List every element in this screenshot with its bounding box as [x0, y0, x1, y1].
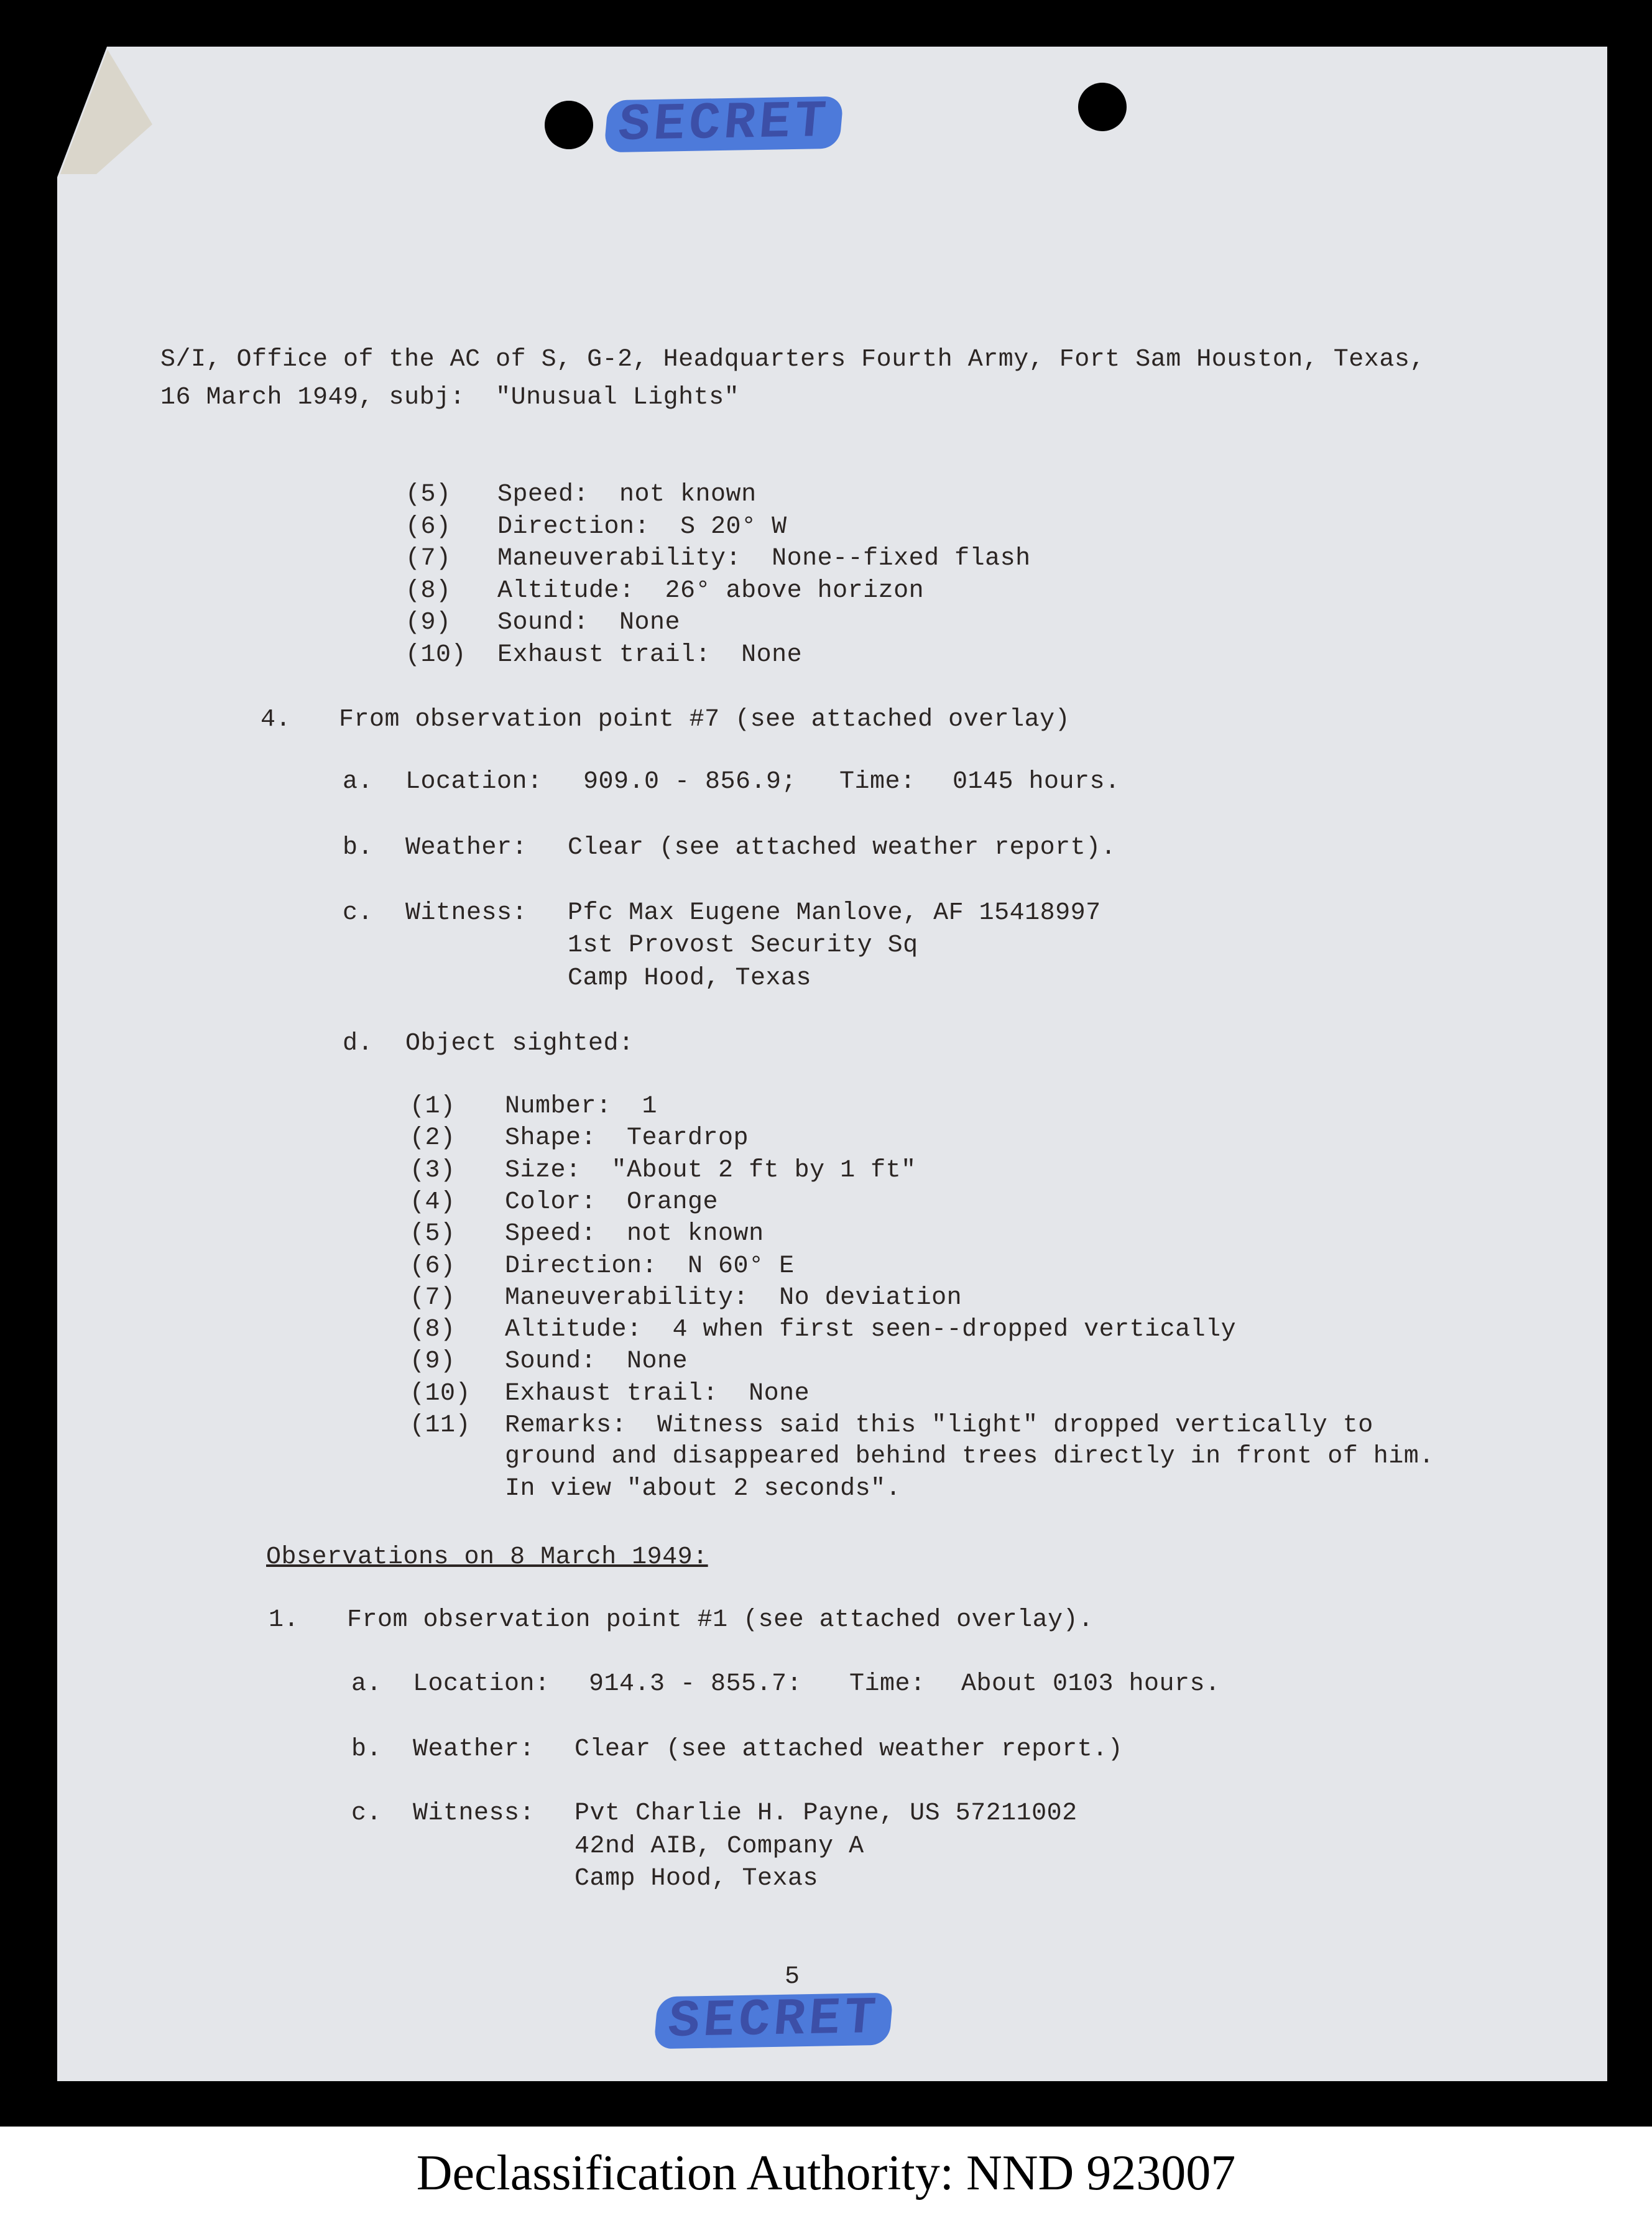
secret-stamp-bottom: SECRET [653, 1993, 893, 2049]
list-item-number: (8) [405, 576, 451, 605]
obs-1-number: 1. [269, 1606, 300, 1634]
punch-hole-right [1078, 83, 1127, 131]
list-item-text: Maneuverability: None--fixed flash [497, 545, 1031, 573]
s4-a-letter: a. [343, 768, 374, 796]
list-item-number: (7) [410, 1283, 456, 1312]
list-item-number: (3) [410, 1156, 456, 1185]
obs-c-letter: c. [351, 1799, 382, 1827]
list-item-number: (1) [410, 1092, 456, 1120]
list-item-text: Direction: N 60° E [505, 1252, 795, 1280]
list-item-number: (9) [410, 1347, 456, 1376]
list-item-number: (7) [405, 545, 451, 573]
list-item-number: (6) [405, 512, 451, 541]
remarks-line-2: ground and disappeared behind trees directly in front of him. [505, 1443, 1434, 1471]
list-item-number: (10) [410, 1379, 471, 1408]
list-item-text: Shape: Teardrop [505, 1124, 749, 1153]
obs-1-title: From observation point #1 (see attached overlay). [347, 1606, 1094, 1634]
list-item-text: Size: "About 2 ft by 1 ft" [505, 1156, 916, 1185]
page-number: 5 [785, 1963, 800, 1991]
obs-b-letter: b. [351, 1735, 382, 1763]
secret-stamp-top: SECRET [604, 96, 844, 153]
list-item-text: Exhaust trail: None [505, 1379, 810, 1408]
list-item-number: (4) [410, 1188, 456, 1216]
punch-hole-left [545, 101, 593, 149]
list-item-number: (5) [405, 481, 451, 509]
obs-a-letter: a. [351, 1670, 382, 1698]
s4-weather-label: Weather: [405, 834, 528, 862]
list-item-text: Altitude: 26° above horizon [497, 576, 925, 605]
s4-location-value: 909.0 - 856.9; [583, 768, 797, 796]
obs-time-value: About 0103 hours. [961, 1670, 1221, 1698]
obs-weather-label: Weather: [413, 1735, 535, 1763]
list-item-text: Direction: S 20° W [497, 512, 787, 541]
s4-witness-line-3: Camp Hood, Texas [568, 964, 812, 992]
list-item-number: (5) [410, 1220, 456, 1249]
obs-witness-line-3: Camp Hood, Texas [575, 1865, 819, 1893]
observations-heading: Observations on 8 March 1949: [266, 1543, 708, 1571]
list-item-number: (10) [405, 640, 467, 669]
remarks-line-3: In view "about 2 seconds". [505, 1475, 902, 1503]
s4-witness-line-2: 1st Provost Security Sq [568, 931, 918, 959]
s4-b-letter: b. [343, 834, 374, 862]
s4-time-label: Time: [839, 768, 916, 796]
list-item-text: Remarks: Witness said this "light" dropped vertically to [505, 1411, 1373, 1439]
section-4-title: From observation point #7 (see attached overlay) [339, 706, 1071, 734]
s4-witness-label: Witness: [405, 899, 528, 927]
list-item-number: (2) [410, 1124, 456, 1153]
list-item-number: (9) [405, 609, 451, 637]
s4-location-label: Location: [405, 768, 543, 796]
s4-d-letter: d. [343, 1030, 374, 1058]
s4-c-letter: c. [343, 899, 374, 927]
list-item-text: Number: 1 [505, 1092, 658, 1120]
obs-witness-line-2: 42nd AIB, Company A [575, 1832, 864, 1860]
list-item-number: (6) [410, 1252, 456, 1280]
list-item-text: Maneuverability: No deviation [505, 1283, 962, 1312]
list-item-text: Sound: None [497, 609, 681, 637]
obs-time-label: Time: [849, 1670, 926, 1698]
list-item-text: Color: Orange [505, 1188, 719, 1216]
obs-location-value: 914.3 - 855.7: [589, 1670, 803, 1698]
header-line-1: S/I, Office of the AC of S, G-2, Headquarters Fourth Army, Fort Sam Houston, Texas, [160, 346, 1425, 374]
section-4-number: 4. [261, 706, 292, 734]
obs-location-label: Location: [413, 1670, 550, 1698]
declassification-footer: Declassification Authority: NND 923007 [0, 2142, 1652, 2204]
header-line-2: 16 March 1949, subj: "Unusual Lights" [160, 384, 740, 412]
s4-object-sighted-label: Object sighted: [405, 1030, 634, 1058]
list-item-number: (8) [410, 1316, 456, 1344]
list-item-number: (11) [410, 1411, 471, 1439]
list-item-text: Altitude: 4 when first seen--dropped vertically [505, 1316, 1237, 1344]
list-item-text: Exhaust trail: None [497, 640, 803, 669]
list-item-text: Speed: not known [497, 481, 757, 509]
obs-witness-line-1: Pvt Charlie H. Payne, US 57211002 [575, 1799, 1077, 1827]
s4-time-value: 0145 hours. [953, 768, 1120, 796]
s4-witness-line-1: Pfc Max Eugene Manlove, AF 15418997 [568, 899, 1101, 927]
obs-weather-value: Clear (see attached weather report.) [575, 1735, 1124, 1763]
list-item-text: Sound: None [505, 1347, 688, 1376]
s4-weather-value: Clear (see attached weather report). [568, 834, 1117, 862]
obs-witness-label: Witness: [413, 1799, 535, 1827]
list-item-text: Speed: not known [505, 1220, 764, 1249]
